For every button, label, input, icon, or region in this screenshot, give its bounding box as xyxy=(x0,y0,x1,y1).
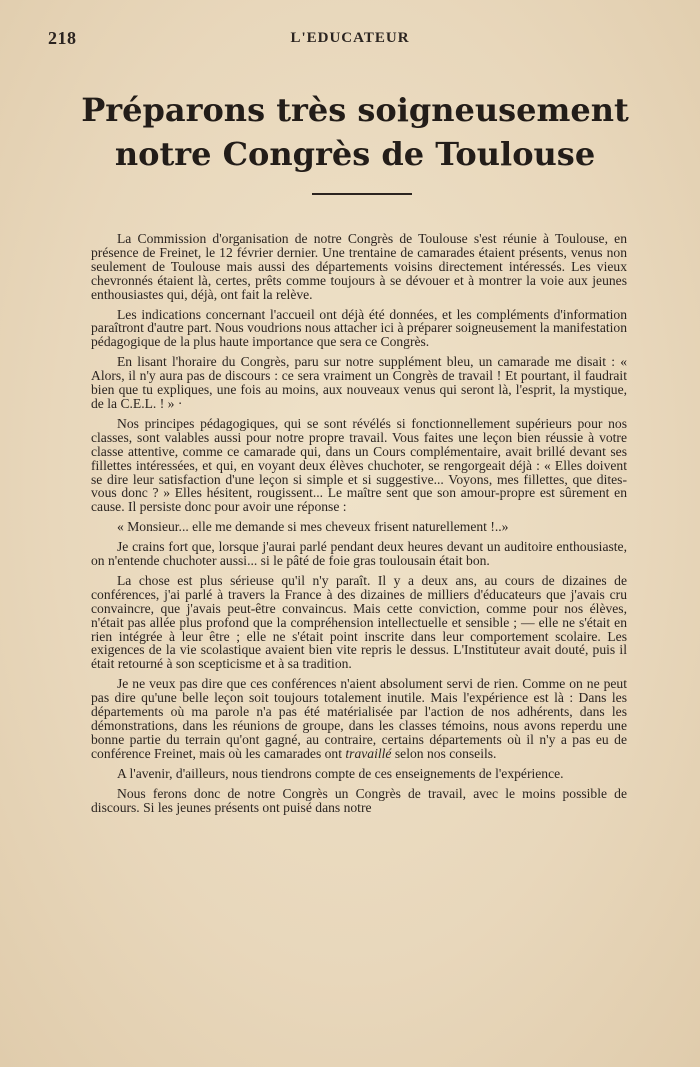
running-head: L'EDUCATEUR xyxy=(290,30,410,46)
paragraph-8-emphasis: travaillé xyxy=(345,745,392,761)
paragraph-5-quote: « Monsieur... elle me demande si mes cheveux frisent naturellement !..» xyxy=(117,519,509,535)
paragraph-9: A l'avenir, d'ailleurs, nous tiendrons compte de ces enseignements de l'expérience. xyxy=(117,765,564,781)
paragraph-3: En lisant l'horaire du Congrès, paru sur notre supplément bleu, un camarade me disait : « Alors, il n'y aura pas de discours : ce sera vraiment un Congrès de travail ! Et pourtant, il faudrait bien que tu expliques, une fois au moins, aux nouveaux venus qui seront là, l'esprit, la mystique, de la C.E.L. ! » · xyxy=(91,354,627,411)
article-body xyxy=(91,232,627,820)
article-title xyxy=(60,88,650,176)
title-line-1: Préparons très soigneusement xyxy=(81,91,629,129)
paragraph-2: Les indications concernant l'accueil ont déjà été données, et les compléments d'information paraîtront d'autre part. Nous voudrions nous attacher ici à préparer soigneusement la manifestation pédagogique de la plus haute importance que sera ce Congrès. xyxy=(91,306,627,350)
paragraph-8-tail: selon nos conseils. xyxy=(391,745,497,761)
paragraph-7: La chose est plus sérieuse qu'il n'y paraît. Il y a deux ans, au cours de dizaines de conférences, j'ai parlé à travers la France à des dizaines de milliers d'éducateurs que j'avais cru convaincre, que j'avais peut-être convaincus. Mais cette conviction, comme pour nos élèves, n'était pas allée plus profond que la compréhension intellectuelle et sensible ; — elle ne s'était en rien intégrée à leur être ; elle ne s'était point inscrite dans leur comportement scolaire. Les exigences de la vie scolastique avaient bien vite repris le dessus. L'Instituteur avait douté, puis il était retourné à son scepticisme et à sa tradition. xyxy=(91,572,627,672)
paragraph-10: Nous ferons donc de notre Congrès un Congrès de travail, avec le moins possible de discours. Si les jeunes présents ont puisé dans notre xyxy=(91,785,627,815)
paragraph-8-text: Je ne veux pas dire que ces conférences n'aient absolument servi de rien. Comme on ne peut pas dire qu'une belle leçon soit toujours totalement inutile. Mais l'expérience est là : Dans les départements où ma parole n'a pas été matérialisée par l'action de nos adhérents, dans les démonstrations, dans les réunions de groupe, dans les classes témoins, nous avons reperdu une bonne partie du terrain qu'ont gagné, au contraire, certains départements où il n'y a pas eu de conférence Freinet, mais où les camarades ont xyxy=(91,676,627,761)
paragraph-1: La Commission d'organisation de notre Congrès de Toulouse s'est réunie à Toulouse, en présence de Freinet, le 12 février dernier. Une trentaine de camarades étaient présents, venus non seulement de Toulouse mais aussi des départements voisins directement intéressés. Les vieux chevronnés étaient là, certes, prêts comme toujours à se dévouer et à montrer la voie aux jeunes enthousiastes qui, déjà, ont fait la relève. xyxy=(91,231,627,302)
title-line-2: notre Congrès de Toulouse xyxy=(114,135,596,173)
paragraph-8 xyxy=(91,677,627,760)
title-divider xyxy=(312,193,412,195)
page-number: 218 xyxy=(48,28,77,48)
page-header xyxy=(48,28,652,52)
paragraph-6: Je crains fort que, lorsque j'aurai parlé pendant deux heures devant un auditoire enthousiaste, on n'entende chuchoter aussi... si le pâté de foie gras toulousain était bon. xyxy=(91,539,627,569)
paragraph-4: Nos principes pédagogiques, qui se sont révélés si fonctionnellement supérieurs pour nos classes, sont valables aussi pour notre propre travail. Vous faites une leçon bien réussie à votre classe attentive, comme ce camarade qui, dans un Cours complémentaire, avait brillé devant ses fillettes intéressées, et qui, en voyant deux élèves chuchoter, se rengorgeait déjà : « Elles doivent se dire leur satisfaction d'une leçon si simple et si suggestive... Voyons, mes fillettes, que dites-vous donc ? » Elles hésitent, rougissent... Le maître sent que son amour-propre est sûrement en cause. Il persiste donc pour avoir une réponse : xyxy=(91,415,627,515)
